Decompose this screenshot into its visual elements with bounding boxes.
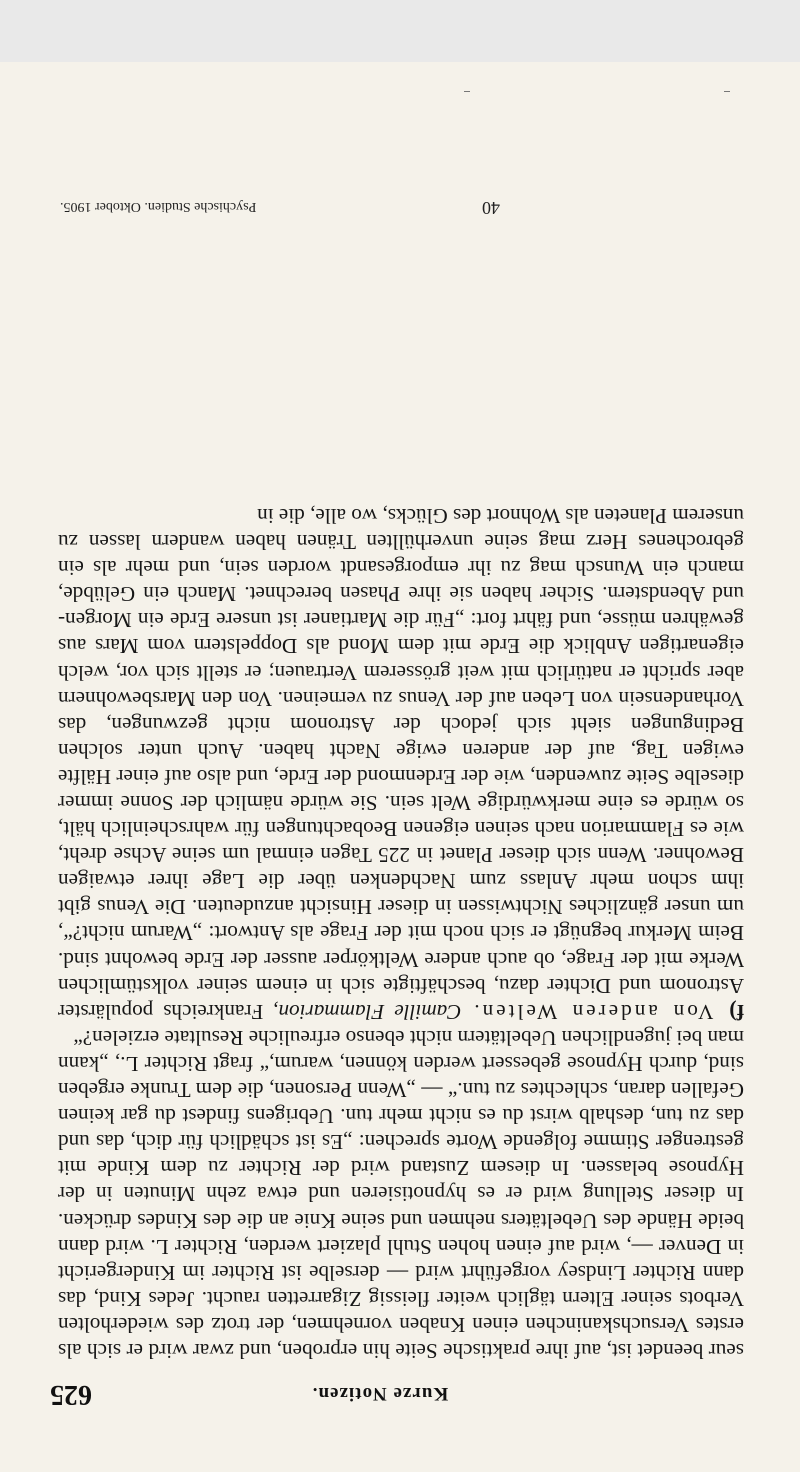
- viewer-info-bar: [0, 0, 800, 62]
- footer-journal: Psychische Studien. Oktober 1905.: [60, 199, 257, 214]
- page-header-title: Kurze Notizen.: [311, 1383, 449, 1404]
- page-number: 625: [50, 1379, 92, 1410]
- section-f: [58, 503, 744, 1025]
- section-heading: Von anderen Welten.: [471, 999, 714, 1024]
- page-body: [58, 503, 744, 1364]
- section-text: Frankreichs populärster Astronom und Dichter dazu, beschäftigte sich in einem seiner volkstümlichen Werke mit der Frage, ob auch andere Weltkörper ausser der Erde bewohnt sind. Beim Merkur begnügt er sich noch mit der Frage als Antwort: „Warum nicht?“, um unser gänzliches Nichtwissen in dieser Hinsicht anzudeuten. Die Venus gibt ihm schon mehr Anlass zum Nachdenken über die Lage ihrer etwaigen Bewohner. Wenn sich dieser Planet in 225 Tagen einmal um seine Achse dreht, wie es Flammarion nach seinen eigenen Beobachtungen für wahrscheinlich hält, so würde es eine merkwürdige Welt sein. Sie würde nämlich der Sonne immer dieselbe Seite zuwenden, wie der Erdenmond der Erde, und also auf einer Hälfte ewigen Tag, auf der anderen ewige Nacht haben. Auch unter solchen Bedingungen sieht sich jedoch der Astronom nicht gezwungen, das Vorhandensein von Leben auf der Venus zu verneinen. Von den Marsbewohnern aber spricht er natürlich mit weit grösserem Vertrauen; er stellt sich vor, welch eigenartigen Anblick die Erde mit dem Mond als Doppelstern vom Mars aus gewähren müsse, und fährt fort: „Für die Martianer ist unsere Erde ein Morgen- und Abendstern. Sicher haben sie ihre Phasen berechnet. Manch ein Gelübde, manch ein Wunsch mag zu ihr emporgesandt worden sein, und mehr als ein gebrochenes Herz mag seine unverhüllten Tränen haben wandern lassen zu unserem Planeten als Wohnort des Glücks, wo alle, die in: [57, 504, 744, 1024]
- scan-mark: [724, 91, 730, 92]
- section-author: Camille Flammarion,: [273, 999, 462, 1024]
- footer-number: 40: [482, 198, 500, 218]
- scan-mark: [464, 91, 470, 92]
- section-label: f): [729, 999, 744, 1025]
- paragraph: seur beendet ist, auf ihre praktische Seite hin erproben, und zwar wird er sich als erstes Versuchskaninchen einen Knaben vornehmen, der trotz des wiederholten Verbots seiner Eltern täglich weiter fleissig Zigarretten raucht. Jedes Kind, das dann Richter Lindsey vorgeführt wird — derselbe ist Richter im Kindergericht in Denver —, wird auf einen hohen Stuhl plaziert werden, Richter L. wird dann beide Hände des Uebeltäters nehmen und seine Knie an die des Kindes drücken. In dieser Stellung wird er es hypnotisieren und etwa zehn Minuten in der Hypnose belassen. In diesem Zustand wird der Richter zu dem Kinde mit gestrenger Stimme folgende Worte sprechen: „Es ist schädlich für dich, das und das zu tun, deshalb wirst du es nicht mehr tun. Uebrigens findest du gar keinen Gefallen daran, schlechtes zu tun.“ — „Wenn Personen, die dem Trunke ergeben sind, durch Hypnose gebessert werden können, warum,“ fragt Richter L., „kann man bei jugendlichen Uebeltätern nicht ebenso erfreuliche Resultate erzielen?“: [58, 1025, 744, 1363]
- running-header: [50, 1374, 710, 1414]
- book-page: [0, 62, 800, 1472]
